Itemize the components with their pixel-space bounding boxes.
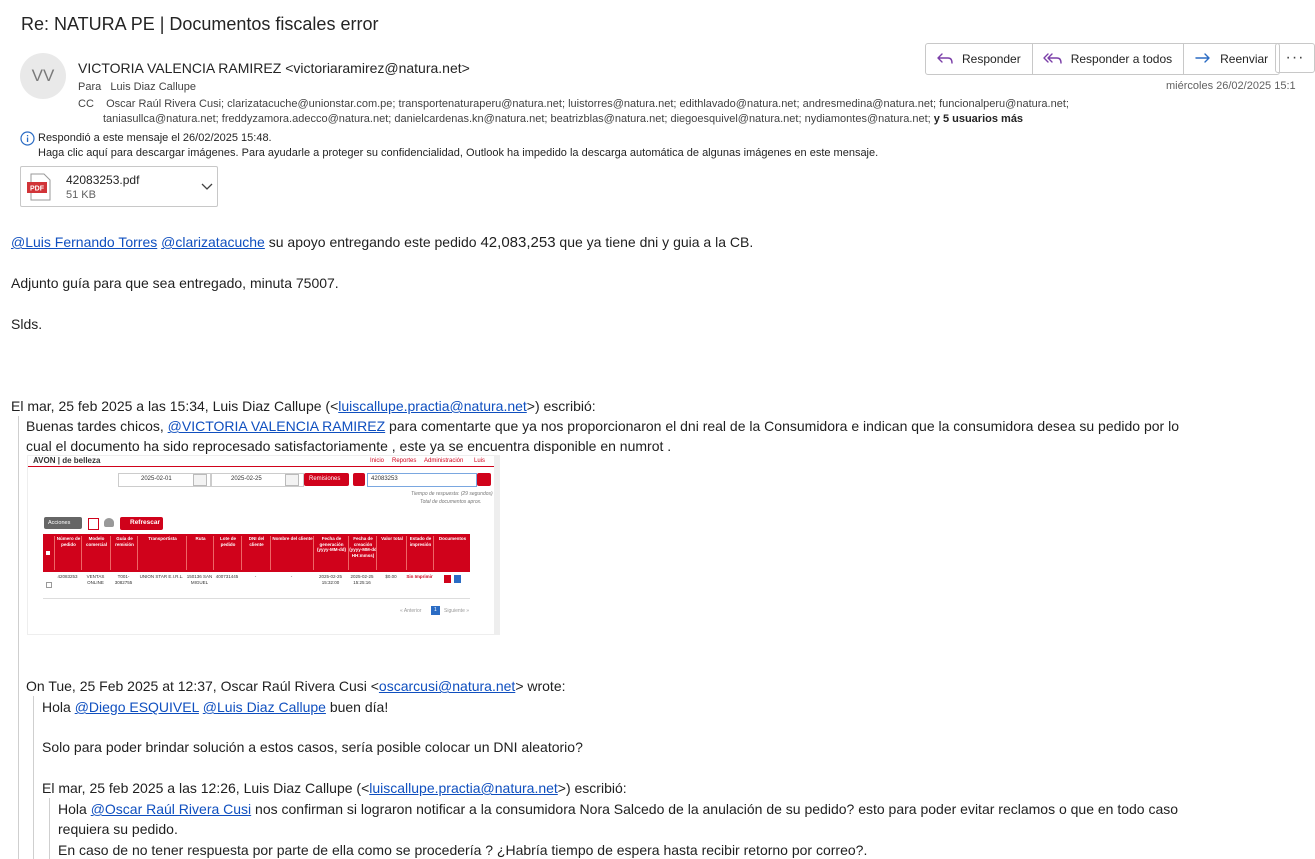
- quote1-bar: [18, 416, 20, 859]
- quote1-header-text: El mar, 25 feb 2025 a las 15:34, Luis Diaz Callupe (<: [11, 398, 339, 414]
- table-cell: 150136 SAN MIGUEL: [186, 574, 213, 585]
- search-icon[interactable]: [477, 473, 491, 486]
- acciones-label: Acciones: [48, 520, 71, 526]
- remisiones-dropdown[interactable]: [304, 473, 349, 486]
- to-label: Para: [78, 81, 102, 93]
- grid-icon[interactable]: [353, 473, 365, 486]
- pager-next[interactable]: Siguiente »: [444, 608, 470, 614]
- quote1-email-link[interactable]: luiscallupe.practia@natura.net: [338, 398, 527, 414]
- quote1-text-tail: para comentarte que ya nos proporcionaron el dni real de la Consumidora e indican que la consumidora desea su pedido por lo: [385, 418, 1180, 434]
- attachment-card[interactable]: [20, 166, 218, 207]
- pdf-document-icon[interactable]: [444, 575, 451, 583]
- search-value: 42083253: [371, 476, 398, 482]
- quote3-text: Hola: [58, 801, 91, 817]
- calendar-icon[interactable]: [285, 474, 299, 486]
- forward-button[interactable]: [1184, 44, 1279, 74]
- brand-divider: [28, 466, 499, 467]
- table-cell: 400731445: [215, 574, 239, 579]
- quote3-bar: [49, 798, 51, 859]
- table-column-header[interactable]: Lote de pedido: [213, 536, 242, 570]
- quote2-line-2: Solo para poder brindar solución a estos casos, sería posible colocar un DNI aleatorio?: [42, 739, 583, 755]
- quote1-line-1: [26, 418, 1179, 434]
- mention-diego-esquivel[interactable]: @Diego ESQUIVEL: [74, 699, 199, 715]
- chevron-down-icon[interactable]: [201, 183, 213, 191]
- pager-page-1[interactable]: [431, 606, 440, 615]
- message-actions: [925, 43, 1280, 75]
- reply-all-icon: [1043, 52, 1063, 66]
- message-date: miércoles 26/02/2025 15:1: [1166, 80, 1296, 92]
- date-from-value: 2025-02-01: [141, 476, 172, 482]
- info-icon: [20, 131, 35, 146]
- quote1-text: Buenas tardes chicos,: [26, 418, 168, 434]
- quote1-line-2: cual el documento ha sido reprocesado satisfactoriamente , este ya se encuentra disponible en numrot .: [26, 438, 672, 454]
- email-subject: Re: NATURA PE | Documentos fiscales error: [21, 14, 379, 34]
- table-column-header[interactable]: Fecha de generación (yyyy-MM-dd): [313, 536, 349, 570]
- calendar-icon[interactable]: [193, 474, 207, 486]
- table-cell: VENTAS ONLINE: [86, 574, 105, 585]
- reply-all-button[interactable]: [1033, 44, 1184, 74]
- dropdown-value: Remisiones: [309, 476, 341, 482]
- table-column-header[interactable]: Número de pedido: [54, 536, 82, 570]
- message-text: su apoyo entregando este pedido: [264, 234, 481, 250]
- mention-clarizatacuche[interactable]: @clarizatacuche: [161, 234, 265, 250]
- attachment-size: 51 KB: [66, 189, 96, 201]
- message-line-3: Slds.: [11, 316, 43, 332]
- brand-logo: AVON | de belleza: [33, 456, 101, 465]
- nav-administracion[interactable]: Administración: [424, 458, 464, 464]
- reply-all-label: Responder a todos: [1070, 52, 1173, 66]
- mention-luis-diaz-callupe[interactable]: @Luis Diaz Callupe: [202, 699, 326, 715]
- order-number: 42,083,253: [480, 234, 556, 251]
- replied-info: Respondió a este mensaje el 26/02/2025 15:48.: [38, 132, 272, 144]
- table-cell: -: [290, 574, 293, 579]
- table-column-header[interactable]: Fecha de creación (yyyy-MM-dd HH:mmss): [348, 536, 377, 570]
- mention-luis-fernando-torres[interactable]: @Luis Fernando Torres: [11, 234, 158, 250]
- message-text-tail: que ya tiene dni y guia a la CB.: [555, 234, 754, 250]
- table-column-header[interactable]: Guía de remisión: [110, 536, 138, 570]
- reply-icon: [936, 52, 954, 66]
- to-line: [78, 81, 196, 93]
- to-recipient[interactable]: Luis Diaz Callupe: [110, 81, 197, 93]
- table-cell: UNION STAR E.I.R.L.: [139, 574, 184, 579]
- sender-name[interactable]: VICTORIA VALENCIA RAMIREZ <victoriaramirez@natura.net>: [78, 60, 470, 76]
- pager-page-label: 1: [434, 607, 437, 613]
- table-column-header[interactable]: Valor total: [376, 536, 407, 570]
- refresh-button[interactable]: [120, 517, 163, 530]
- cc-line: [78, 98, 1069, 110]
- pdf-file-icon: [27, 173, 53, 201]
- cc-more-users[interactable]: y 5 usuarios más: [933, 113, 1024, 125]
- table-cell: 2025-02-25 15:32:00: [318, 574, 343, 585]
- quote1-header-end: >) escribió:: [526, 398, 596, 414]
- quote2-text-tail: buen día!: [325, 699, 389, 715]
- row-checkbox[interactable]: [46, 582, 52, 588]
- scrollbar[interactable]: [494, 456, 499, 634]
- quote3-header: [42, 780, 627, 796]
- xml-document-icon[interactable]: [454, 575, 461, 583]
- nav-user[interactable]: Luis: [474, 458, 486, 464]
- quote2-email-link[interactable]: oscarcusi@natura.net: [378, 678, 516, 694]
- nav-inicio[interactable]: Inicio: [370, 458, 385, 464]
- quote3-line-1: [58, 801, 1178, 817]
- quote3-header-end: >) escribió:: [557, 780, 627, 796]
- quote2-text: Hola: [42, 699, 75, 715]
- acciones-button[interactable]: [44, 517, 82, 529]
- quote2-bar: [33, 696, 35, 859]
- message-line-1: [11, 234, 753, 251]
- message-line-2: Adjunto guía para que sea entregado, minuta 75007.: [11, 275, 339, 291]
- table-cell: Sin Imprimir: [406, 574, 433, 579]
- select-all-checkbox[interactable]: [46, 551, 50, 555]
- attachment-name: 42083253.pdf: [66, 173, 140, 187]
- cc-line-2: [103, 113, 1023, 125]
- forward-label: Reenviar: [1220, 52, 1269, 66]
- avatar[interactable]: [20, 53, 66, 99]
- table-column-header[interactable]: Ruta: [186, 536, 214, 570]
- quote3-text-tail: nos confirman si lograron notificar a la consumidora Nora Salcedo de la anulación de su pedido? esto para poder evitar reclamos o que en todo caso: [251, 801, 1179, 817]
- quote2-header: [26, 678, 566, 694]
- svg-text:PDF: PDF: [30, 185, 44, 193]
- more-icon: ···: [1285, 49, 1305, 66]
- table-column-header[interactable]: Estado de impresión: [406, 536, 434, 570]
- download-images-notice[interactable]: Haga clic aquí para descargar imágenes. Para ayudarle a proteger su confidencialidad, Outlook ha impedido la descarga automática de algunas imágenes en este mensaje.: [38, 147, 879, 159]
- cc-label: CC: [78, 98, 94, 110]
- date-to-value: 2025-02-25: [231, 476, 262, 482]
- quote1-header: [11, 398, 596, 414]
- reply-button[interactable]: [926, 44, 1033, 74]
- nav-reportes[interactable]: Reportes: [392, 458, 417, 464]
- mention-oscar-rivera[interactable]: @Oscar Raúl Rivera Cusi: [90, 801, 252, 817]
- forward-icon: [1194, 52, 1212, 66]
- quote2-header-end: > wrote:: [515, 678, 566, 694]
- embedded-screenshot[interactable]: [27, 455, 500, 635]
- table-column-header[interactable]: Transportista: [137, 536, 187, 570]
- quote3-email-link[interactable]: luiscallupe.practia@natura.net: [369, 780, 558, 796]
- cc-recipients-line2[interactable]: taniasullca@natura.net; freddyzamora.adecco@natura.net; danielcardenas.kn@natura.net; beatrizblas@natura.net; diegoesquivel@natura.net; nydiamontes@natura.net;: [103, 113, 931, 125]
- avatar-initials: VV: [31, 66, 55, 85]
- refresh-label: Refrescar: [130, 519, 160, 526]
- table-cell: T001-3082755: [114, 574, 133, 585]
- pager-prev[interactable]: « Anterior: [400, 608, 422, 614]
- table-cell: 42083253: [57, 574, 78, 579]
- table-column-header[interactable]: Documentos: [433, 536, 471, 570]
- mention-victoria-valencia[interactable]: @VICTORIA VALENCIA RAMIREZ: [167, 418, 386, 434]
- table-cell: 2025-02-25 15:25:16: [350, 574, 374, 585]
- more-actions-button[interactable]: [1275, 43, 1315, 73]
- table-cell: $0.00: [385, 574, 397, 579]
- response-time: Tiempo de respuesta: (29 segundos): [411, 491, 493, 497]
- cloud-download-icon[interactable]: [104, 518, 114, 527]
- search-input[interactable]: [367, 473, 477, 487]
- table-column-header[interactable]: DNI del cliente: [241, 536, 271, 570]
- pdf-export-icon[interactable]: [88, 518, 99, 530]
- quote2-line-1: [42, 699, 388, 715]
- quote2-header-text: On Tue, 25 Feb 2025 at 12:37, Oscar Raúl Rivera Cusi <: [26, 678, 379, 694]
- table-column-header[interactable]: Nombre del cliente: [270, 536, 314, 570]
- quote3-line-2: requiera su pedido.: [58, 821, 178, 837]
- quote3-header-text: El mar, 25 feb 2025 a las 12:26, Luis Diaz Callupe (<: [42, 780, 370, 796]
- quote3-line-3: En caso de no tener respuesta por parte de ella como se procedería ? ¿Habría tiempo de espera hasta recibir retorno por correo?.: [58, 842, 868, 858]
- reply-label: Responder: [962, 52, 1021, 66]
- cc-recipients-line1[interactable]: Oscar Raúl Rivera Cusi; clarizatacuche@unionstar.com.pe; transportenaturaperu@natura.net; luistorres@natura.net; edithlavado@natura.net; andresmedina@natura.net; funcionalperu@natura.net;: [106, 98, 1069, 110]
- table-cell: -: [254, 574, 257, 579]
- total-docs: Total de documentos aprox.: [420, 499, 482, 505]
- table-column-header[interactable]: Modelo comercial: [81, 536, 111, 570]
